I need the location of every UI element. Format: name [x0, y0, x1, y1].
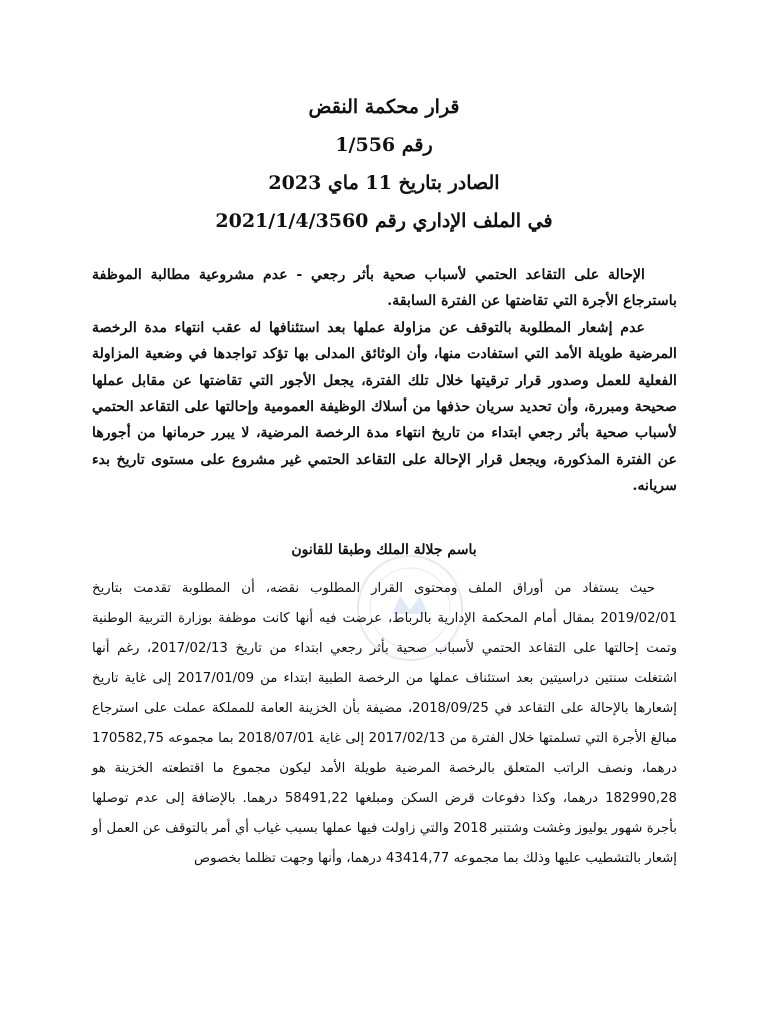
- summary-paragraph: الإحالة على التقاعد الحتمي لأسباب صحية بأثر رجعي - عدم مشروعية مطالبة الموظفة باسترجاع الأجرة التي تقاضتها عن الفترة السابقة.: [92, 267, 677, 310]
- decision-date: الصادر بتاريخ 11 ماي 2023: [268, 172, 500, 194]
- decision-number: رقم 1/556: [335, 134, 433, 156]
- decision-body: [92, 574, 677, 874]
- decision-heading: [0, 88, 768, 240]
- invocation-line: باسم جلالة الملك وطبقا للقانون: [291, 542, 477, 558]
- decision-title: قرار محكمة النقض: [308, 96, 460, 118]
- decision-summary: [92, 262, 677, 500]
- decision-file-number: في الملف الإداري رقم 2021/1/4/3560: [215, 210, 553, 232]
- body-paragraph: حيث يستفاد من أوراق الملف ومحتوى القرار المطلوب نقضه، أن المطلوبة تقدمت بتاريخ 2019/02/01 بمقال أمام المحكمة الإدارية بالرباط، عرضت فيه أنها كانت موظفة بوزارة التربية الوطنية وتمت إحالتها على التقاعد الحتمي لأسباب صحية بأثر رجعي ابتداء من تاريخ 2017/02/13، رغم أنها اشتغلت سنتين دراسيتين بعد استئناف عملها من الرخصة الطبية ابتداء من 2017/01/09 إلى غاية تاريخ إشعارها بالإحالة على التقاعد في 2018/09/25، مضيفة بأن الخزينة العامة للمملكة عملت على استرجاع مبالغ الأجرة التي تسلمتها خلال الفترة من 2017/02/13 إلى غاية 2018/07/01 بما مجموعه 170582,75 درهما، ونصف الراتب المتعلق بالرخصة المرضية طويلة الأمد ليكون مجموع ما اقتطعته الخزينة هو 182990,28 درهما، وكذا دفوعات قرض السكن ومبلغها 58491,22 درهما. بالإضافة إلى عدم توصلها بأجرة شهور يوليوز وغشت وشتنبر 2018 والتي زاولت فيها عملها بسبب غياب أي أمر بالتوقف عن العمل أو إشعار بالتشطيب عليها وذلك بما مجموعه 43414,77 درهما، وأنها وجهت تظلما بخصوص: [92, 581, 678, 866]
- summary-paragraph: عدم إشعار المطلوبة بالتوقف عن مزاولة عملها بعد استئنافها له عقب انتهاء مدة الرخصة المرضية طويلة الأمد التي استفادت منها، وأن الوثائق المدلى بها تؤكد تواجدها في وضعية المزاولة الفعلية للعمل وصدور قرار ترقيتها خلال تلك الفترة، يجعل الأجور التي تقاضتها عن مقابل عملها صحيحة ومبررة، وأن تحديد سريان حذفها من أسلاك الوظيفة العمومية وإحالتها على التقاعد الحتمي لأسباب صحية بأثر رجعي ابتداء من تاريخ انتهاء مدة الرخصة المرضية، لا يبرر حرمانها من أجورها عن الفترة المذكورة، ويجعل قرار الإحالة على التقاعد الحتمي غير مشروع على مستوى تاريخ بدء سريانه.: [92, 319, 677, 495]
